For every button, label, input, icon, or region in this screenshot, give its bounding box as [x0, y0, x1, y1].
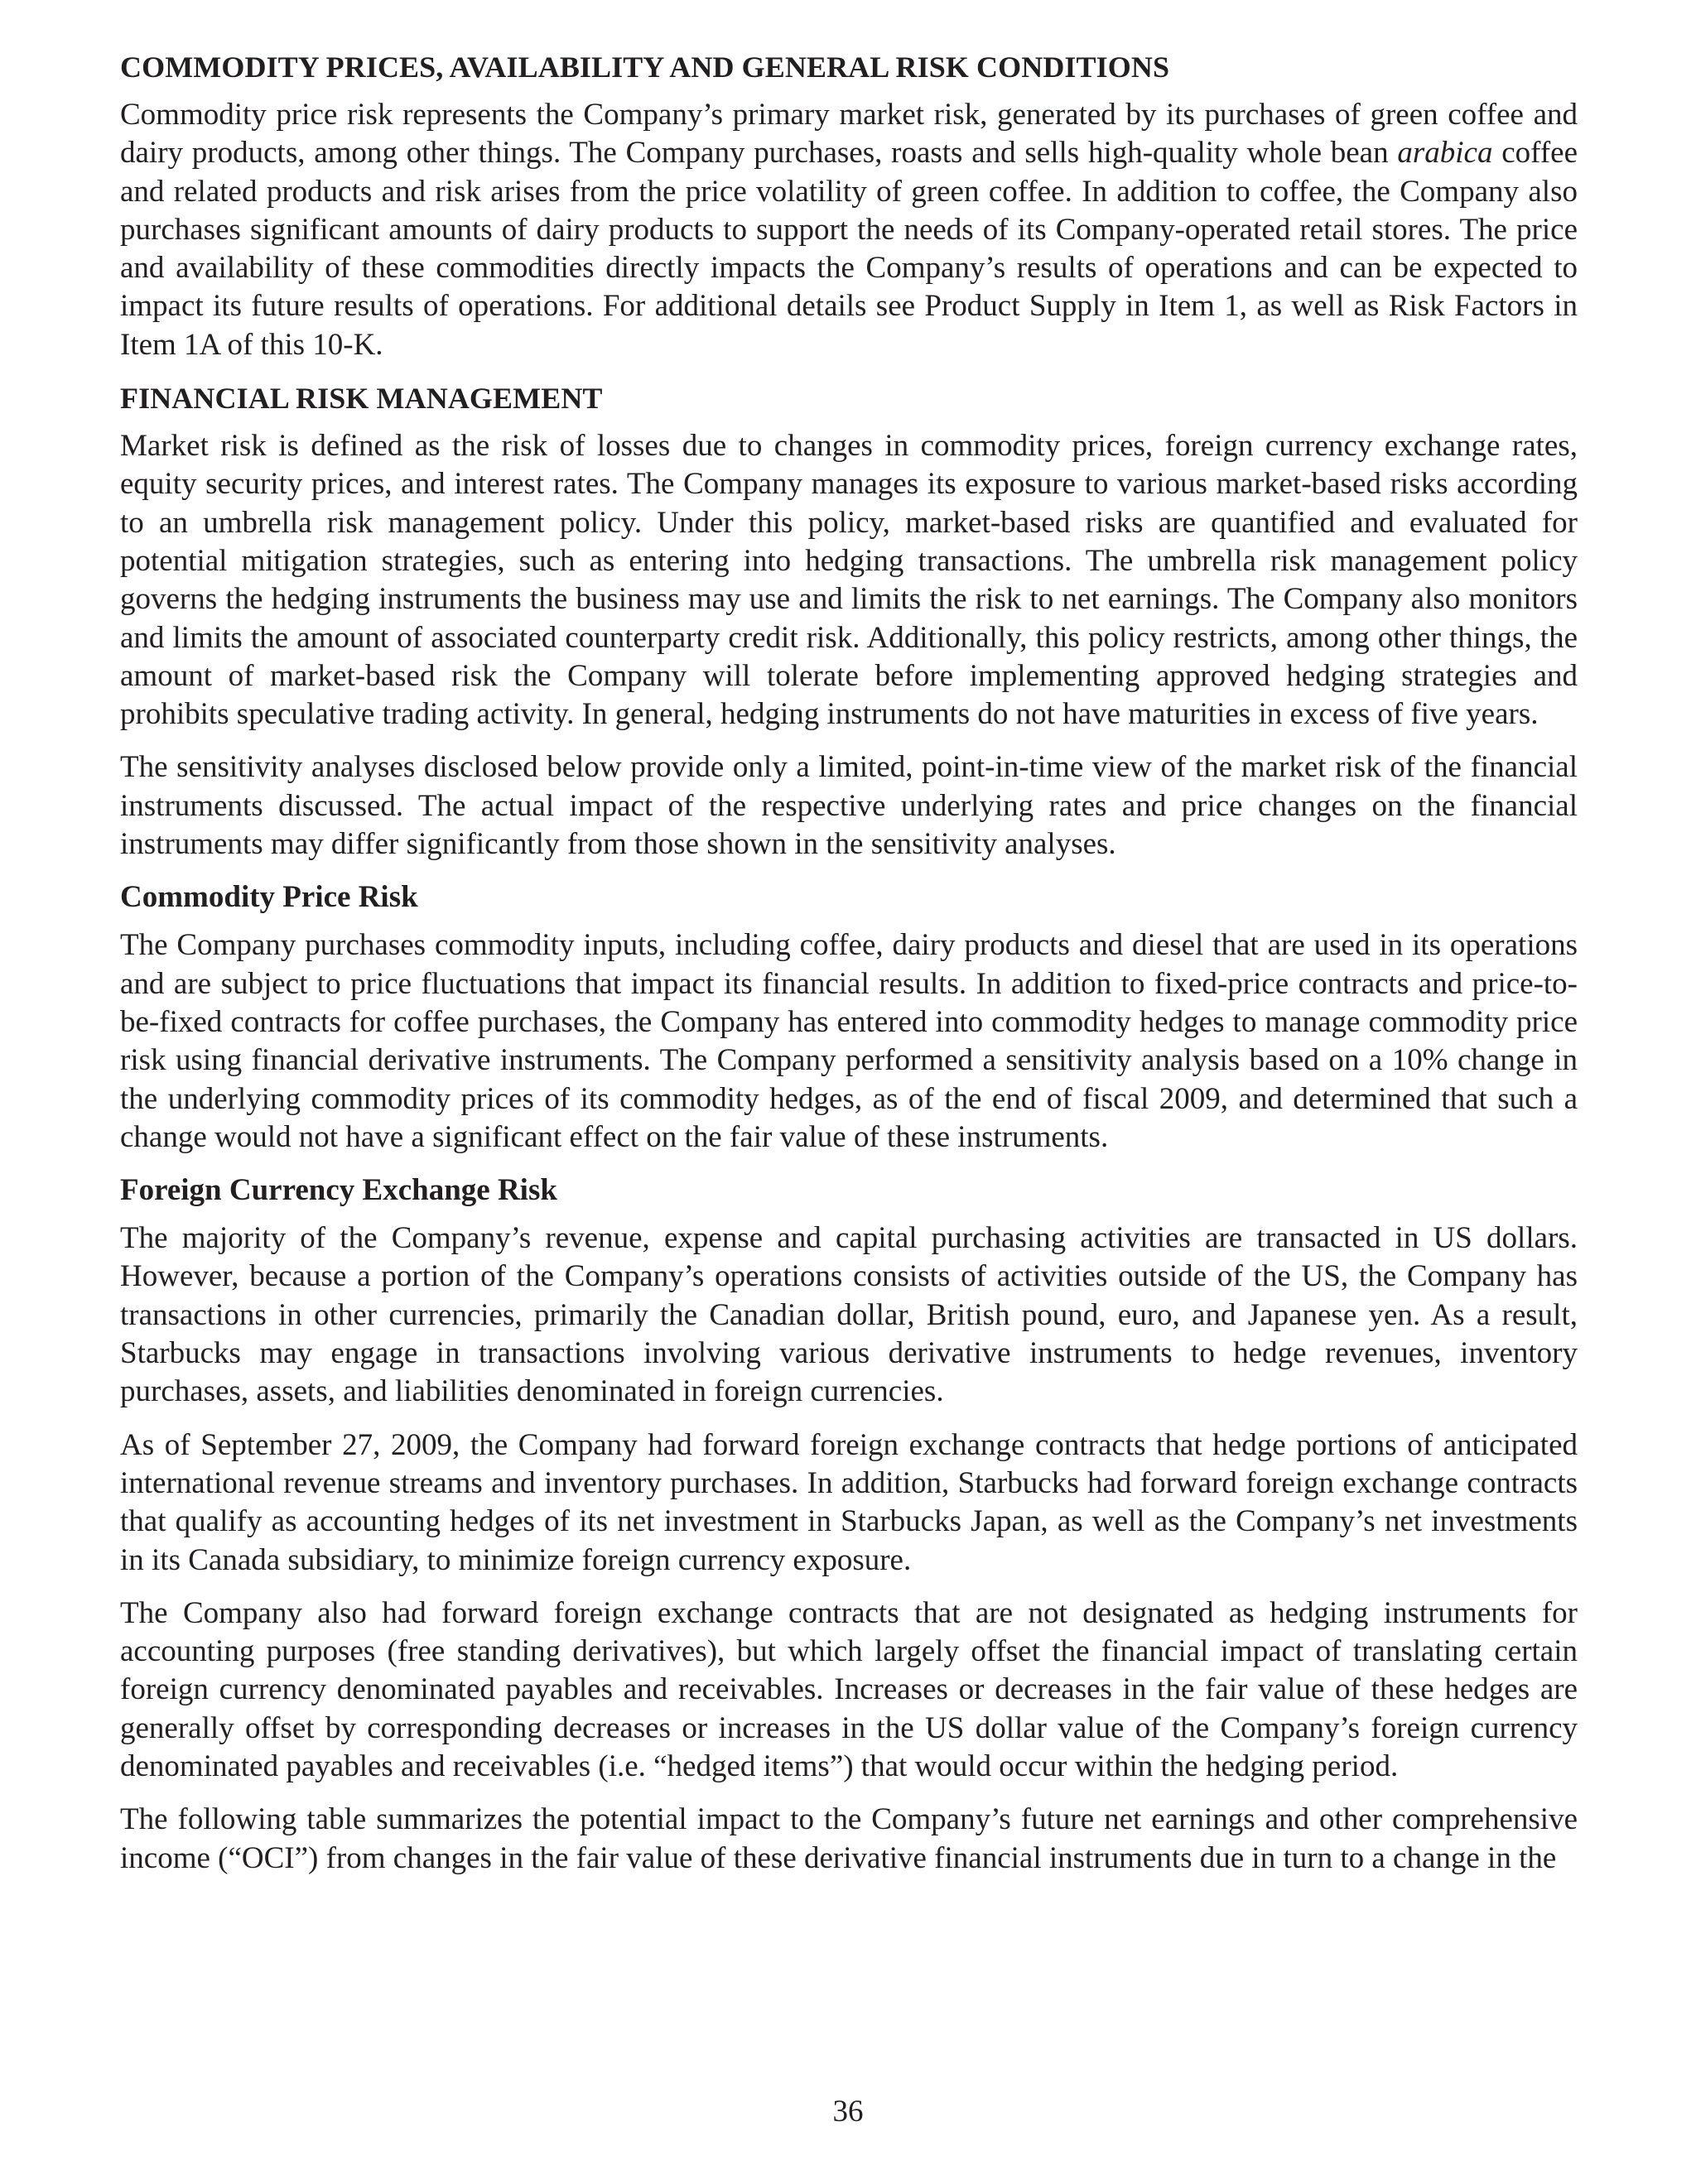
paragraph-market-risk: Market risk is defined as the risk of losses due to changes in commodity prices, foreign currency exchange rates, equity security prices, and interest rates. The Company manages its exposure to various market-based risks according to an umbrella risk management policy. Under this policy, market-based risks are quantified and evaluated for potential mitigation strategies, such as entering into hedging transactions. The umbrella risk management policy governs the hedging instruments the business may use and limits the risk to net earnings. The Company also monitors and limits the amount of associated counterparty credit risk. Additionally, this policy restricts, among other things, the amount of market-based risk the Company will tolerate before implementing approved hedging strategies and prohibits speculative trading activity. In general, hedging instruments do not have maturities in excess of five years.: [120, 429, 1578, 732]
paragraph-free-standing-derivatives: The Company also had forward foreign exchange contracts that are not designated as hedging instruments for accounting purposes (free standing derivatives), but which largely offset the financial impact of translating certain foreign currency denominated payables and receivables. Increases or decreases in the fair value of these hedges are generally offset by corresponding decreases or increases in the US dollar value of the Company’s foreign currency denominated payables and receivables (i.e. “hedged items”) that would occur within the hedging period.: [120, 1595, 1578, 1783]
page-number: 36: [832, 2095, 864, 2129]
paragraph-forward-contracts: As of September 27, 2009, the Company had forward foreign exchange contracts that hedge portions of anticipated international revenue streams and inventory purchases. In addition, Starbucks had forward foreign exchange contracts that qualify as accounting hedges of its net investment in Starbucks Japan, as well as the Company’s net investments in its Canada subsidiary, to minimize foreign currency exposure.: [120, 1427, 1578, 1577]
heading-foreign-currency-exchange-risk: Foreign Currency Exchange Risk: [120, 1173, 557, 1208]
paragraph-commodity-prices-part1: Commodity price risk represents the Company’s primary market risk, generated by its purchases of green coffee and dairy products, among other things. The Company purchases, roasts and sells high-quality whole bean: [120, 98, 1578, 171]
document-page: [120, 48, 1578, 1893]
paragraph-table-summary: The following table summarizes the potential impact to the Company’s future net earnings and other comprehensive income (“OCI”) from changes in the fair value of these derivative financial instruments due in turn to a change in the: [120, 1802, 1578, 1875]
paragraph-commodity-inputs: The Company purchases commodity inputs, including coffee, dairy products and diesel that are used in its operations and are subject to price fluctuations that impact its financial results. In addition to fixed-price contracts and price-to-be-fixed contracts for coffee purchases, the Company has entered into commodity hedges to manage commodity price risk using financial derivative instruments. The Company performed a sensitivity analysis based on a 10% change in the underlying commodity prices of its commodity hedges, as of the end of fiscal 2009, and determined that such a change would not have a significant effect on the fair value of these instruments.: [120, 928, 1578, 1154]
italic-arabica: arabica: [1397, 136, 1493, 171]
paragraph-commodity-prices: [120, 96, 1578, 364]
heading-financial-risk-management: FINANCIAL RISK MANAGEMENT: [120, 382, 603, 416]
heading-commodity-price-risk: Commodity Price Risk: [120, 880, 418, 915]
paragraph-commodity-prices-part2: coffee and related products and risk arises from the price volatility of green coffee. In addition to coffee, the Company also purchases significant amounts of dairy products to support the needs of its Company-operated retail stores. The price and availability of these commodities directly impacts the Company’s results of operations and can be expected to impact its future results of operations. For additional details see Product Supply in Item 1, as well as Risk Factors in Item 1A of this 10-K.: [120, 136, 1578, 362]
paragraph-sensitivity-analyses: The sensitivity analyses disclosed below provide only a limited, point-in-time view of the market risk of the financial instruments discussed. The actual impact of the respective underlying rates and price changes on the financial instruments may differ significantly from those shown in the sensitivity analyses.: [120, 750, 1578, 862]
heading-commodity-prices: COMMODITY PRICES, AVAILABILITY AND GENERAL RISK CONDITIONS: [120, 51, 1170, 84]
paragraph-revenue-currencies: The majority of the Company’s revenue, expense and capital purchasing activities are transacted in US dollars. However, because a portion of the Company’s operations consists of activities outside of the US, the Company has transactions in other currencies, primarily the Canadian dollar, British pound, euro, and Japanese yen. As a result, Starbucks may engage in transactions involving various derivative instruments to hedge revenues, inventory purchases, assets, and liabilities denominated in foreign currencies.: [120, 1221, 1578, 1409]
